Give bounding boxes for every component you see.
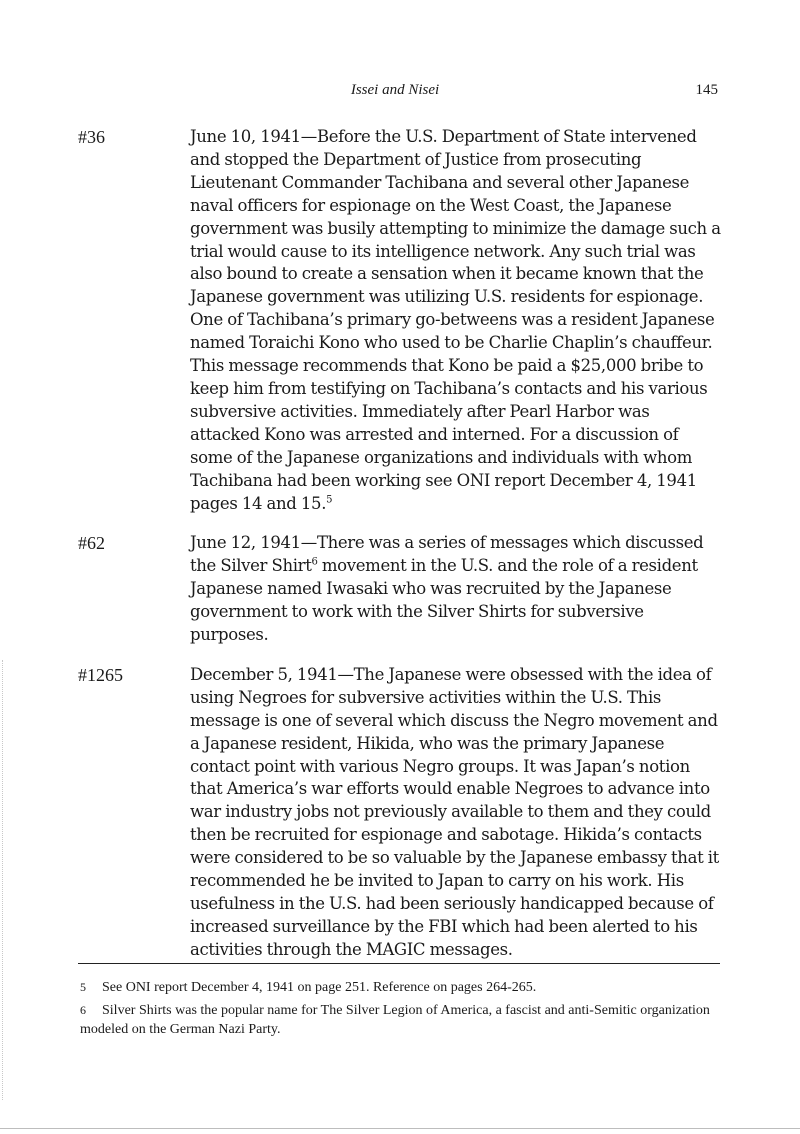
entry-id: #62	[78, 533, 105, 554]
entry-body: June 10, 1941—Before the U.S. Department of State intervened and stopped the Department of Justice from prosecuting Lieutenant Commander Tachibana and several other Japanese naval officers for espionage on the West Coast, the Japanese government was busily attempting to minimize the damage such a trial would cause to its intelligence network. Any such trial was also bound to create a sensation when it became known that the Japanese government was utilizing U.S. residents for espionage. One of Tachibana’s primary go-betweens was a resident Japanese named Toraichi Kono who used to be Charlie Chaplin’s chauffeur. This message recommends that Kono be paid a $25,000 bribe to keep him from testifying on Tachibana’s contacts and his various subversive activities. Immediately after Pearl Harbor was attacked Kono was arrested and interned. For a discussion of some of the Japanese organizations and individuals with whom Tachibana had been working see ONI report December 4, 1941 pages 14 and 15.	[190, 127, 721, 513]
entry-body-start: June 12, 1941—There was a series of messages which discussed the Silver Shirt	[190, 533, 704, 576]
entry-text	[190, 126, 722, 515]
entry-id: #1265	[78, 664, 123, 685]
page-bottom-edge	[0, 1128, 800, 1129]
entry-text	[190, 532, 722, 647]
footnote-ref-5: 5	[326, 494, 333, 505]
page-number: 145	[695, 82, 718, 98]
footnote-5	[80, 978, 722, 997]
entry-62	[78, 532, 728, 647]
footnote-ref-6: 6	[311, 556, 318, 568]
footnote-6	[80, 1001, 722, 1039]
message-entries	[78, 126, 728, 979]
footnote-divider	[78, 963, 720, 964]
footnote-text: See ONI report December 4, 1941 on page 251. Reference on pages 264-265.	[102, 980, 537, 995]
footnote-text: Silver Shirts was the popular name for The Silver Legion of America, a fascist and anti-Semitic organization modeled on the German Nazi Party.	[80, 1003, 710, 1037]
entry-36	[78, 126, 728, 515]
running-head	[0, 82, 800, 104]
running-title: Issei and Nisei	[350, 82, 440, 98]
entry-body: December 5, 1941—The Japanese were obsessed with the idea of using Negroes for subversive activities within the U.S. This message is one of several which discuss the Negro movement and a Japanese resident, Hikida, who was the primary Japanese contact point with various Negro groups. It was Japan’s notion that America’s war efforts would enable Negroes to advance into war industry jobs not previously available to them and they could then be recruited for espionage and sabotage. Hikida’s contacts were considered to be so valuable by the Japanese embassy that it recommended he be invited to Japan to carry on his work. His usefulness in the U.S. had been seriously handicapped because of increased surveillance by the FBI which had been alerted to his activities through the MAGIC messages.	[190, 664, 719, 959]
scan-edge-mark	[2, 660, 3, 1100]
entry-body-end: movement in the U.S. and the role of a resident Japanese named Iwasaki who was recruited by the Japanese government to work with the Silver Shirts for subversive purposes.	[190, 556, 698, 645]
entry-text	[190, 664, 722, 962]
footnote-number: 5	[80, 980, 86, 994]
footnote-number: 6	[80, 1003, 86, 1017]
entry-id: #36	[78, 127, 105, 147]
entry-1265	[78, 664, 728, 962]
footnotes	[80, 978, 722, 1043]
